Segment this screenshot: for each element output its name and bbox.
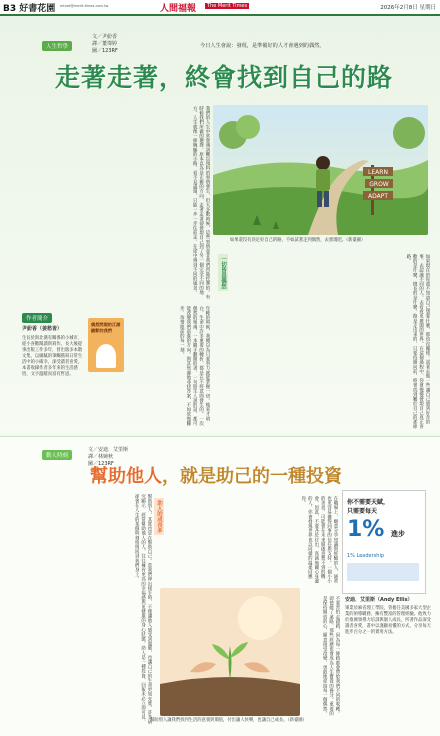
book-illustration <box>96 344 116 368</box>
book2-author: 安迪．艾里斯（Andy Ellis） <box>345 597 413 603</box>
newspaper-logo-en: The Merit Times <box>207 3 248 9</box>
article-body-1: 我們的人生中常會遇到難以預料的事情發生，但大多數時候，這些事情並非我們所能控制的。有時候我們所做的選擇，原本以為是正確的方向，走著走著卻發現自己到了另一個完全不同的地方。人生就像一條蜿蜒的小路，看不見盡頭，只能一步一步往前走，在途中遇到不同的風景。 <box>192 106 210 300</box>
sign-learn: LEARN <box>368 169 388 176</box>
byline: 文／尹紛香 譯／董瑋婷 圖／123RF <box>92 34 118 54</box>
hero-photo <box>213 105 428 235</box>
header-url: mtnet@merit-times.com.tw <box>60 4 109 8</box>
article-title-2: 幫助他人，就是助己的一種投資 <box>90 466 342 487</box>
section-label: B3 好書花園 <box>3 4 56 14</box>
newspaper-logo: 人間福報 <box>160 4 197 14</box>
book2-bio: 畢業於麻省理工學院，曾擔任美國多家大型企業的領導職務，擁有豐富的管理經驗。他致力於推廣領導力培訓與個人成長，所著作品深受讀者喜愛，書中以淺顯易懂的方式，分享每天進步百分之一的實用方法。 <box>345 606 431 635</box>
pull-quote: 今日人生會說：發現，是準備好的人才會遇到的偶然。 <box>200 43 325 49</box>
author-name: 尹紛香（姜愁皆） <box>22 326 63 332</box>
column-label: 人生哲學 <box>42 41 72 51</box>
photo-caption: 如果還沒有決定好自己的路，不如試著走到偶然，去發現吧。（新臺圖） <box>230 238 366 243</box>
page-header <box>0 0 440 16</box>
book-title: 偶然閃現的江湖縮影的我們 <box>91 322 121 333</box>
author-bio: 生長於與北漢有關係的小城市，從小喜歡閱讀與寫作。長大後從事出版工作多年，曾出版多本散文集，以細膩的筆觸描寫日常生活中的小確幸，深受讀者喜愛。本書收錄作者多年來的生活感悟，文字溫暖而富有哲思。 <box>22 336 83 377</box>
subhead-2: 助人的成長多 <box>156 500 162 533</box>
book2-band <box>347 563 419 581</box>
article2-body-3: 不要害怕走錯路，因為每一條路都會帶給我們不同的收穫。即使繞了遠路，那些經歷也會成為人生寶貴的養分。重要的是保持開放的心，願意接受改變，勇敢地迎接每一個偶然。 <box>322 596 340 716</box>
author-label: 作者簡介 <box>22 313 52 323</box>
book2-title-line1: 你不需要天賦， <box>347 499 390 506</box>
article-body-3: 年輕的時候，我總以為只要努力就能掌握一切。後來才明白，生命中許多重要的轉折，都是在不經意間發生的。一次偶然的相遇，一本隨手翻開的書，一句陌生人說的話，都可能改變我們前進的方向。與其焦慮地尋找答案，不如放慢腳步，珍惜眼前的每一刻。 <box>179 306 210 426</box>
column-label-2: 動人時刻 <box>42 450 72 460</box>
book-cover-2 <box>342 490 426 594</box>
subhead: 一切皆是偶然 <box>220 256 226 289</box>
sign-adapt: ADAPT <box>367 193 389 200</box>
article2-body-2: 在職場上，願意分享知識與經驗的人，通常也更容易獲得同事的信任與支持。一個小小的善意，可能會在未來開啟意想不到的機會。因此，不要吝於付出，真誠地關心身邊的人，你會發現世界也以同樣的溫柔回應你。 <box>300 496 338 584</box>
sign-grow: GROW <box>369 181 389 188</box>
byline-2: 文／安迪．艾里斯 譯／林婉秋 圖／123RF <box>88 447 129 467</box>
article-title: 走著走著，終會找到自己的路 <box>54 63 393 92</box>
photo-caption-2: 幫助別人讓我們找到生活的意義與價值，付出讓人快樂，也讓自己成長。（新臺圖） <box>150 718 307 723</box>
article-body-2: 如果現在的你還不知道自己想要什麼，那也沒關係。試著去做一些讓自己感到好奇的事，去認識不同的人，去看看更廣闊的世界。在這個過程中，你會慢慢發現自己真正喜歡的是什麼，擅長的是什麼。路是走出來的，只要持續向前，終會找到屬於自己的那條路。 <box>405 254 430 429</box>
article2-photo <box>160 588 300 716</box>
issue-date: 2026年2月8日 星期日 <box>380 5 436 11</box>
article2-body-1: 幫助別人，其實也是在幫助自己。當我們伸出援手時，不僅讓他人感受到溫暖，也讓自己的生命更加充實。許多研究顯示，經常幫助他人的人，往往擁有更高的幸福感與更健康的身心狀態。助人是一種投資，回報未必立即可見，卻會在人生的某個時刻悄悄回到我們身上。 <box>134 494 152 724</box>
book2-english-title: 1% Leadership <box>347 553 385 559</box>
book2-percent: 1% <box>347 517 385 542</box>
book2-title-line2: 只需要每天 <box>347 508 378 515</box>
book2-progress-word: 進步 <box>391 530 405 538</box>
book-cover <box>88 318 124 372</box>
